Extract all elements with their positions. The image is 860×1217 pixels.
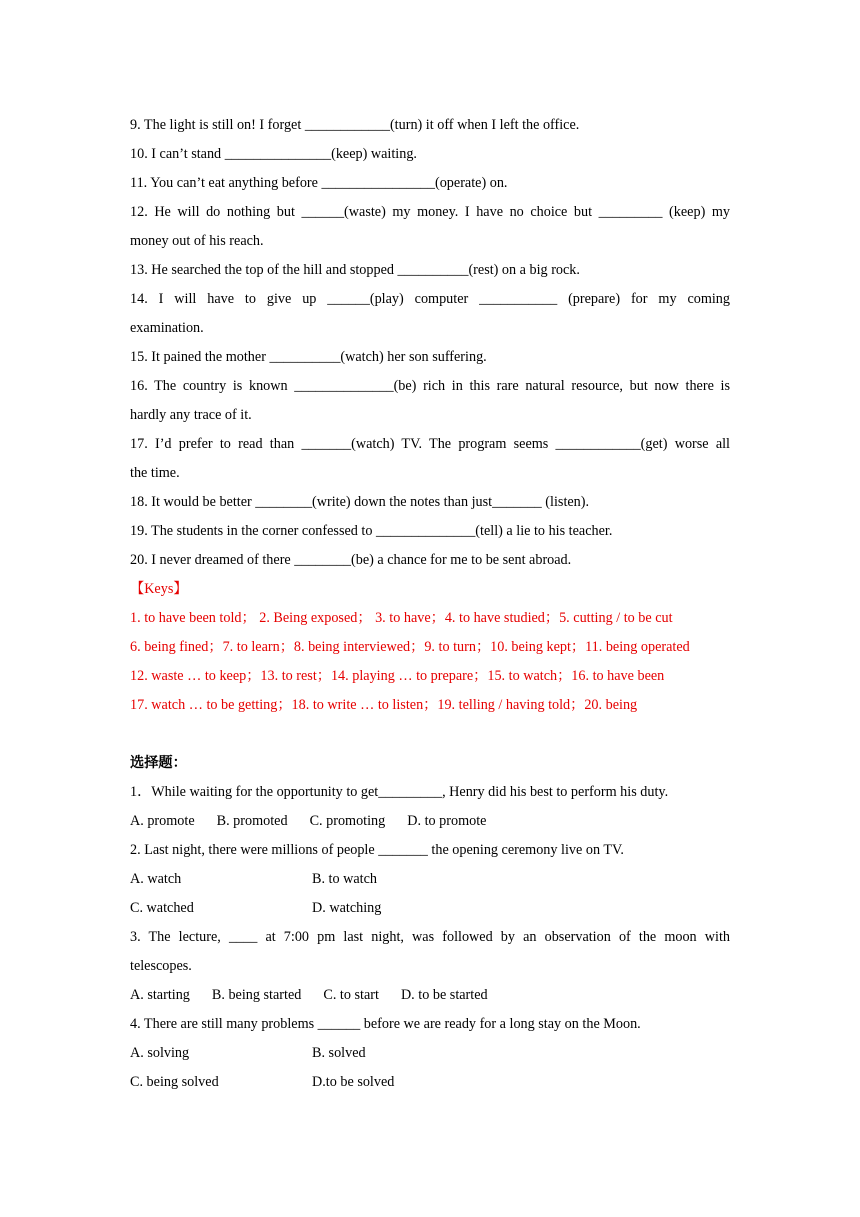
question-20: 20. I never dreamed of there ________(be) a chance for me to be sent abroad. <box>130 552 572 568</box>
spacer <box>130 720 730 749</box>
question-15: 15. It pained the mother __________(watch) her son suffering. <box>130 349 487 365</box>
question-9: 9. The light is still on! I forget ____________(turn) it off when I left the office. <box>130 117 580 133</box>
option-a: A. watch <box>130 871 182 887</box>
question-17-line-2: the time. <box>130 465 180 481</box>
mc-question-2-options-row-1 <box>130 865 730 894</box>
option-b: B. to watch <box>312 871 378 887</box>
mc-question-1: 1．While waiting for the opportunity to get_________, Henry did his best to perform his duty. <box>130 784 669 800</box>
mc-question-2: 2. Last night, there were millions of people _______ the opening ceremony live on TV. <box>130 842 624 858</box>
option-a: A. promote <box>130 813 195 829</box>
mc-question-3-line-2: telescopes. <box>130 958 192 974</box>
question-16-line-2: hardly any trace of it. <box>130 407 252 423</box>
question-19: 19. The students in the corner confessed to ______________(tell) a lie to his teacher. <box>130 523 613 539</box>
option-c: C. promoting <box>309 813 386 829</box>
option-c: C. to start <box>323 987 379 1003</box>
option-d: D. to be started <box>400 987 488 1003</box>
mc-question-2-options-row-2 <box>130 894 730 923</box>
option-b: B. being started <box>211 987 302 1003</box>
question-12-line-2: money out of his reach. <box>130 233 264 249</box>
mc-question-4: 4. There are still many problems ______ before we are ready for a long stay on the Moon. <box>130 1016 641 1032</box>
question-14-line-1: 14. I will have to give up ______(play) computer ___________ (prepare) for my coming <box>130 291 730 307</box>
keys-heading: 【Keys】 <box>130 581 188 597</box>
option-c: C. watched <box>130 900 194 916</box>
option-b: B. promoted <box>216 813 288 829</box>
question-11: 11. You can’t eat anything before ________________(operate) on. <box>130 175 508 191</box>
keys-line-4: 17. watch … to be getting；18. to write … to listen；19. telling / having told；20. being <box>130 697 638 713</box>
mc-question-4-options-row-1 <box>130 1039 730 1068</box>
question-14-line-2: examination. <box>130 320 204 336</box>
question-16-line-1: 16. The country is known ______________(be) rich in this rare natural resource, but now there is <box>130 378 730 394</box>
mc-heading: 选择题： <box>130 755 187 771</box>
keys-line-1: 1. to have been told； 2. Being exposed； 3. to have；4. to have studied；5. cutting / to be cut <box>130 610 673 626</box>
mc-question-4-options-row-2 <box>130 1068 730 1097</box>
option-d: D. to promote <box>407 813 487 829</box>
document-content <box>130 111 730 1097</box>
option-a: A. starting <box>130 987 190 1003</box>
option-d: D.to be solved <box>312 1074 395 1090</box>
option-b: B. solved <box>312 1045 366 1061</box>
keys-line-2: 6. being fined；7. to learn；8. being interviewed；9. to turn；10. being kept；11. being operated <box>130 639 690 655</box>
option-d: D. watching <box>312 900 382 916</box>
question-12-line-1: 12. He will do nothing but ______(waste) my money. I have no choice but _________ (keep) my <box>130 204 730 220</box>
question-13: 13. He searched the top of the hill and stopped __________(rest) on a big rock. <box>130 262 580 278</box>
keys-line-3: 12. waste … to keep；13. to rest；14. playing … to prepare；15. to watch；16. to have been <box>130 668 665 684</box>
mc-question-1-options <box>130 807 730 836</box>
mc-question-3-options <box>130 981 730 1010</box>
question-17-line-1: 17. I’d prefer to read than _______(watch) TV. The program seems ____________(get) worse all <box>130 436 730 452</box>
option-c: C. being solved <box>130 1074 219 1090</box>
mc-question-3-line-1: 3. The lecture, ____ at 7:00 pm last night, was followed by an observation of the moon with <box>130 929 730 945</box>
question-10: 10. I can’t stand _______________(keep) waiting. <box>130 146 417 162</box>
question-18: 18. It would be better ________(write) down the notes than just_______ (listen). <box>130 494 590 510</box>
option-a: A. solving <box>130 1045 190 1061</box>
